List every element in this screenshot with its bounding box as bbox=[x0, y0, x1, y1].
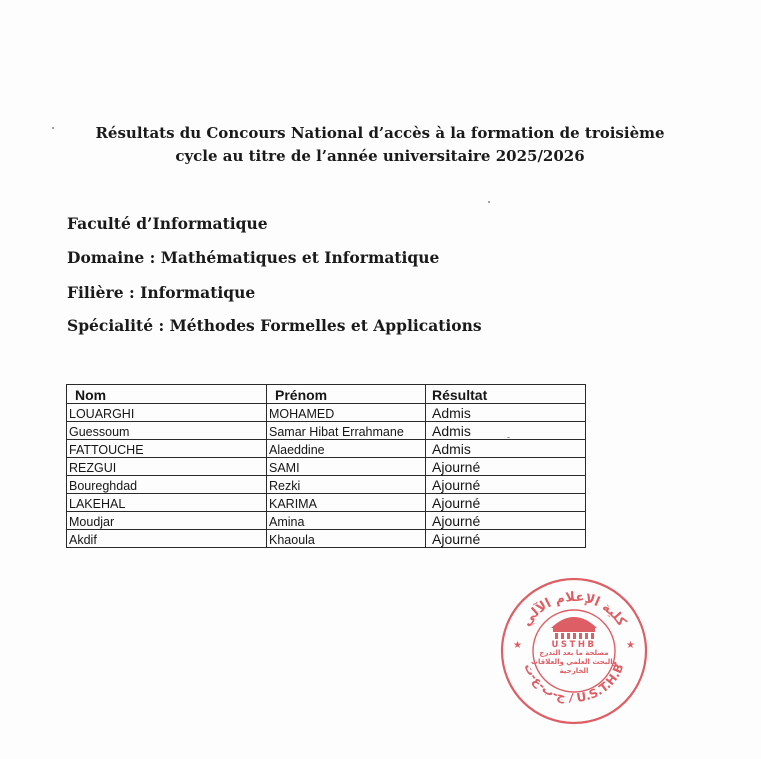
header-nom: Nom bbox=[67, 385, 267, 404]
cell-nom: LOUARGHI bbox=[67, 404, 267, 422]
cell-resultat: Admis bbox=[426, 422, 586, 440]
header-resultat: Résultat bbox=[426, 385, 586, 404]
specialite-label: Spécialité : Méthodes Formelles et Applications bbox=[67, 316, 482, 335]
faculty-label: Faculté d’Informatique bbox=[67, 214, 268, 233]
cell-prenom: Khaoula bbox=[267, 530, 426, 548]
cell-nom: LAKEHAL bbox=[67, 494, 267, 512]
scan-speck bbox=[507, 437, 510, 438]
cell-nom: Boureghdad bbox=[67, 476, 267, 494]
table-row bbox=[67, 404, 586, 422]
table-row bbox=[67, 530, 586, 548]
cell-prenom: Alaeddine bbox=[267, 440, 426, 458]
domaine-label: Domaine : Mathématiques et Informatique bbox=[67, 248, 440, 267]
stamp-center-text: مصلحة ما بعد التدرج والبحث العلمي والعلاقات الخارجية bbox=[530, 649, 618, 675]
document-title bbox=[60, 122, 700, 168]
cell-prenom: Amina bbox=[267, 512, 426, 530]
scan-speck bbox=[52, 127, 54, 129]
official-stamp bbox=[499, 576, 649, 726]
stamp-building-icon bbox=[551, 617, 597, 639]
table-row bbox=[67, 476, 586, 494]
stamp-bottom-text: ج-ب-ع-ت / U.S.T.H.B bbox=[521, 661, 627, 705]
cell-prenom: MOHAMED bbox=[267, 404, 426, 422]
table-row bbox=[67, 494, 586, 512]
table-row bbox=[67, 512, 586, 530]
cell-nom: Moudjar bbox=[67, 512, 267, 530]
cell-nom: REZGUI bbox=[67, 458, 267, 476]
cell-prenom: SAMI bbox=[267, 458, 426, 476]
table-row bbox=[67, 458, 586, 476]
header-prenom: Prénom bbox=[267, 385, 426, 404]
title-line-1: Résultats du Concours National d’accès à la formation de troisième bbox=[95, 124, 665, 142]
cell-resultat: Ajourné bbox=[426, 530, 586, 548]
stamp-center-box bbox=[529, 649, 619, 685]
cell-resultat: Admis bbox=[426, 440, 586, 458]
cell-resultat: Ajourné bbox=[426, 476, 586, 494]
cell-resultat: Ajourné bbox=[426, 494, 586, 512]
cell-resultat: Ajourné bbox=[426, 512, 586, 530]
cell-prenom: Rezki bbox=[267, 476, 426, 494]
stamp-top-text: كلية الإعلام الآلي bbox=[519, 589, 629, 630]
cell-resultat: Ajourné bbox=[426, 458, 586, 476]
cell-nom: Guessoum bbox=[67, 422, 267, 440]
scan-speck bbox=[488, 201, 490, 203]
stamp-star-right-icon: ★ bbox=[626, 640, 635, 651]
cell-nom: Akdif bbox=[67, 530, 267, 548]
title-line-2: cycle au titre de l’année universitaire 2025/2026 bbox=[175, 147, 585, 165]
filiere-label: Filière : Informatique bbox=[67, 283, 256, 302]
results-table bbox=[66, 384, 586, 548]
cell-nom: FATTOUCHE bbox=[67, 440, 267, 458]
stamp-usthb-text: USTHB bbox=[551, 640, 597, 650]
cell-resultat: Admis bbox=[426, 404, 586, 422]
table-header-row bbox=[67, 385, 586, 404]
stamp-star-left-icon: ★ bbox=[513, 640, 522, 651]
table-row bbox=[67, 440, 586, 458]
cell-prenom: KARIMA bbox=[267, 494, 426, 512]
cell-prenom: Samar Hibat Errahmane bbox=[267, 422, 426, 440]
